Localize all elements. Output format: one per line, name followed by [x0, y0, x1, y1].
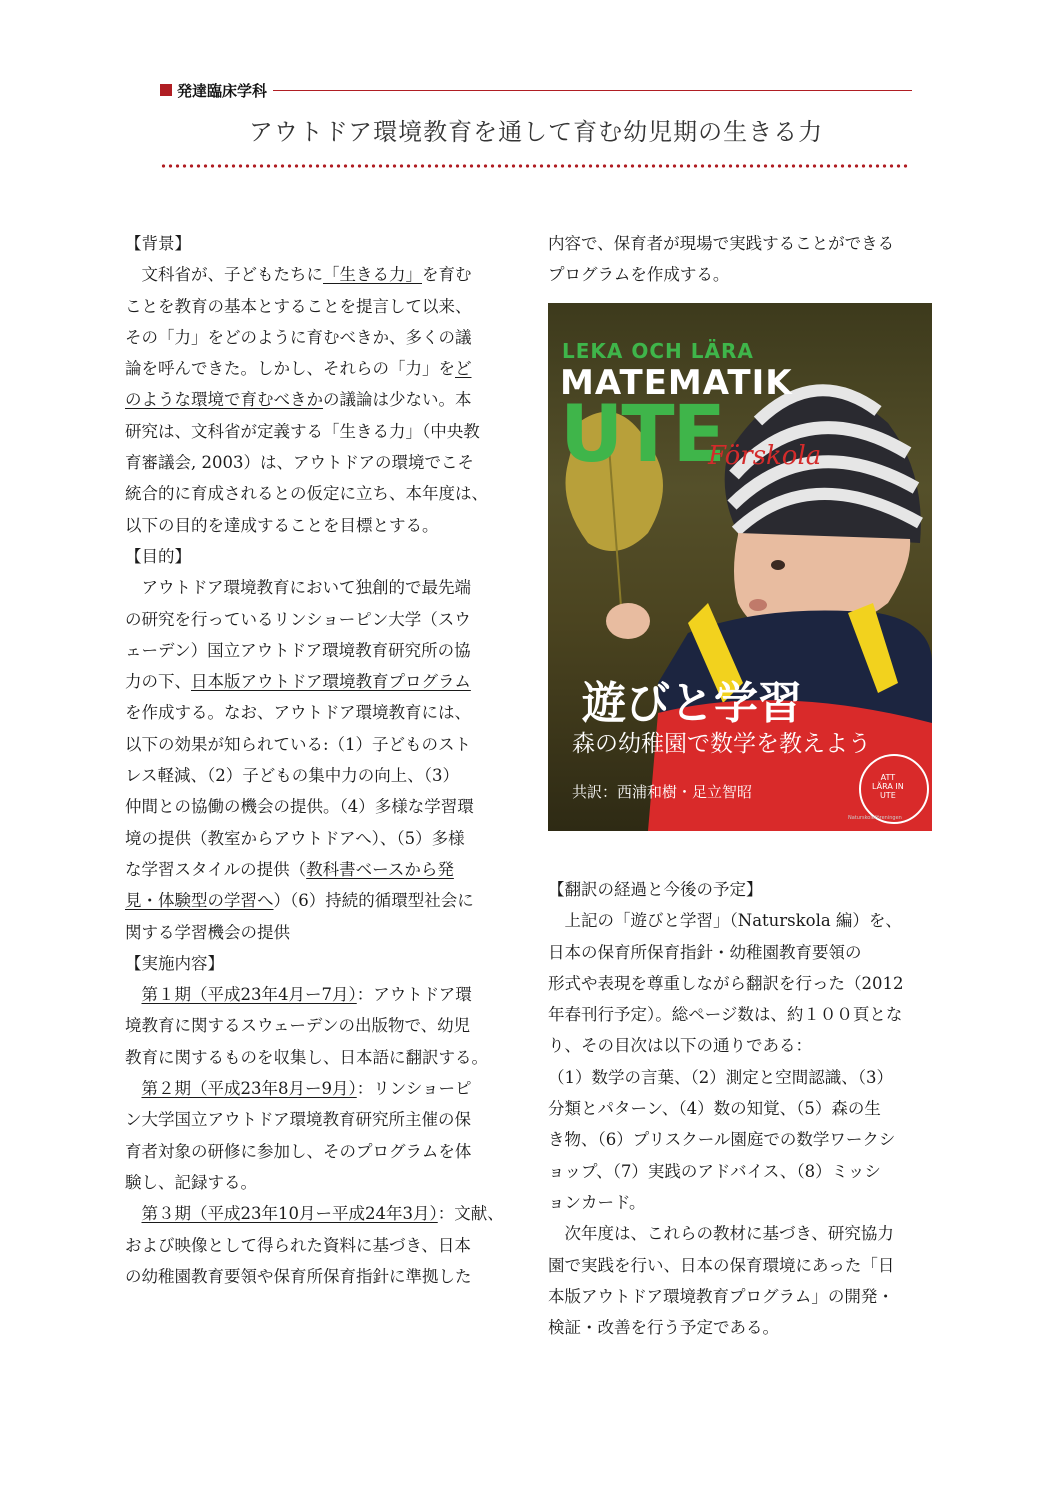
dotted-divider: [160, 163, 910, 169]
background-heading: 【背景】: [125, 234, 191, 253]
underlined-phrase: 「生きる力」: [323, 265, 422, 285]
background-paragraph: 文科省が、子どもたちに「生きる力」を育む ことを教育の基本とすることを提言して以来、 その「力」をどのように育むべきか、多くの議 論を呼んできた。しかし、それらの「力」をど のような環境で育むべきかの議論は少ない。本 研究は、文科省が定義する「生きる力」（中央教 育審議会, 2003）は、アウトドアの環境でこそ 統合的に育成されるとの仮定に立ち、本年度は、 以下の目的を達成することを目標とする。: [125, 265, 488, 535]
phase-1-label: 第１期（平成23年4月ー7月）: [141, 985, 357, 1005]
underlined-phrase: ど: [455, 359, 472, 379]
underlined-phrase: 見・体験型の学習へ: [125, 891, 274, 911]
cover-title-ja: 遊びと学習: [582, 678, 802, 729]
cover-line1: LEKA OCH LÄRA: [562, 339, 754, 363]
cover-line3: UTE: [560, 390, 724, 480]
purpose-heading: 【目的】: [125, 546, 191, 566]
cover-line4: Förskola: [708, 441, 822, 471]
header-rule: [273, 90, 912, 91]
phase-2-label: 第２期（平成23年8月ー9月）: [141, 1079, 357, 1099]
department-header: [160, 80, 912, 100]
cover-line2: MATEMATIK: [560, 363, 793, 403]
page-title: アウトドア環境教育を通して育む幼児期の生きる力: [248, 118, 824, 146]
translation-heading: 【翻訳の経過と今後の予定】: [548, 880, 763, 899]
book-cover-image: [548, 303, 932, 831]
underlined-phrase: のような環境で育むべきか: [125, 390, 323, 410]
right-column-continuation: 内容で、保育者が現場で実践することができる プログラムを作成する。: [548, 234, 895, 285]
cover-badge: ATT LÄRA IN UTE: [872, 773, 904, 800]
department-marker-icon: [160, 84, 172, 96]
department-label: 発達臨床学科: [177, 81, 268, 100]
underlined-phrase: 教科書ベースから発: [306, 859, 454, 879]
implementation-heading: 【実施内容】: [125, 953, 224, 973]
cover-translators: 共訳：西浦和樹・足立智昭: [572, 783, 753, 801]
cover-publisher: Naturskoleföreningen: [848, 815, 902, 821]
phase-3-label: 第３期（平成23年10月ー平成24年3月）: [141, 1204, 438, 1224]
underlined-phrase: 日本版アウトドア環境教育プログラム: [191, 672, 471, 692]
translation-section: 【翻訳の経過と今後の予定】 上記の「遊びと学習」（Naturskola 編）を、 日本の保育所保育指針・幼稚園教育要領の 形式や表現を尊重しながら翻訳を行った（2012 年春刊行予定）。総ページ数は、約１００頁とな り、その目次は以下の通りである： （1）数学の言葉、（2）測定と空間認識、（3） 分類とパターン、（4）数の知覚、（5）森の生 き物、（6）プリスクール園庭での数学ワークシ ョップ、（7）実践のアドバイス、（8）ミッシ ョンカード。 次年度は、これらの教材に基づき、研究協力 園で実践を行い、日本の保育環境にあった「日 本版アウトドア環境教育プログラム」の開発・ 検証・改善を行う予定である。: [548, 874, 933, 1343]
cover-subtitle-ja: 森の幼稚園で数学を教えよう: [572, 731, 871, 757]
purpose-paragraph: アウトドア環境教育において独創的で最先端 の研究を行っているリンショーピン大学（スウ ェーデン）国立アウトドア環境教育研究所の協 力の下、日本版アウトドア環境教育プログラム を作成する。なお、アウトドア環境教育には、 以下の効果が知られている:（1）子どものスト レス軽減、（2）子どもの集中力の向上、（3） 仲間との協働の機会の提供。（4）多様な学習環 境の提供（教室からアウトドアへ）、（5）多様 な学習スタイルの提供（教科書ベースから発 見・体験型の学習へ）（6）持続的循環型社会に 関する学習機会の提供: [125, 578, 474, 942]
left-column: [125, 228, 510, 1292]
implementation-paragraph: 第１期（平成23年4月ー7月）：アウトドア環 境教育に関するスウェーデンの出版物で、幼児 教育に関するものを収集し、日本語に翻訳する。 第２期（平成23年8月ー9月）：リンショーピ ン大学国立アウトドア環境教育研究所主催の保 育者対象の研修に参加し、そのプログラムを体 験し、記録する。 第３期（平成23年10月ー平成24年3月）：文献、 および映像として得られた資料に基づき、日本 の幼稚園教育要領や保育所保育指針に準拠した: [125, 985, 504, 1286]
